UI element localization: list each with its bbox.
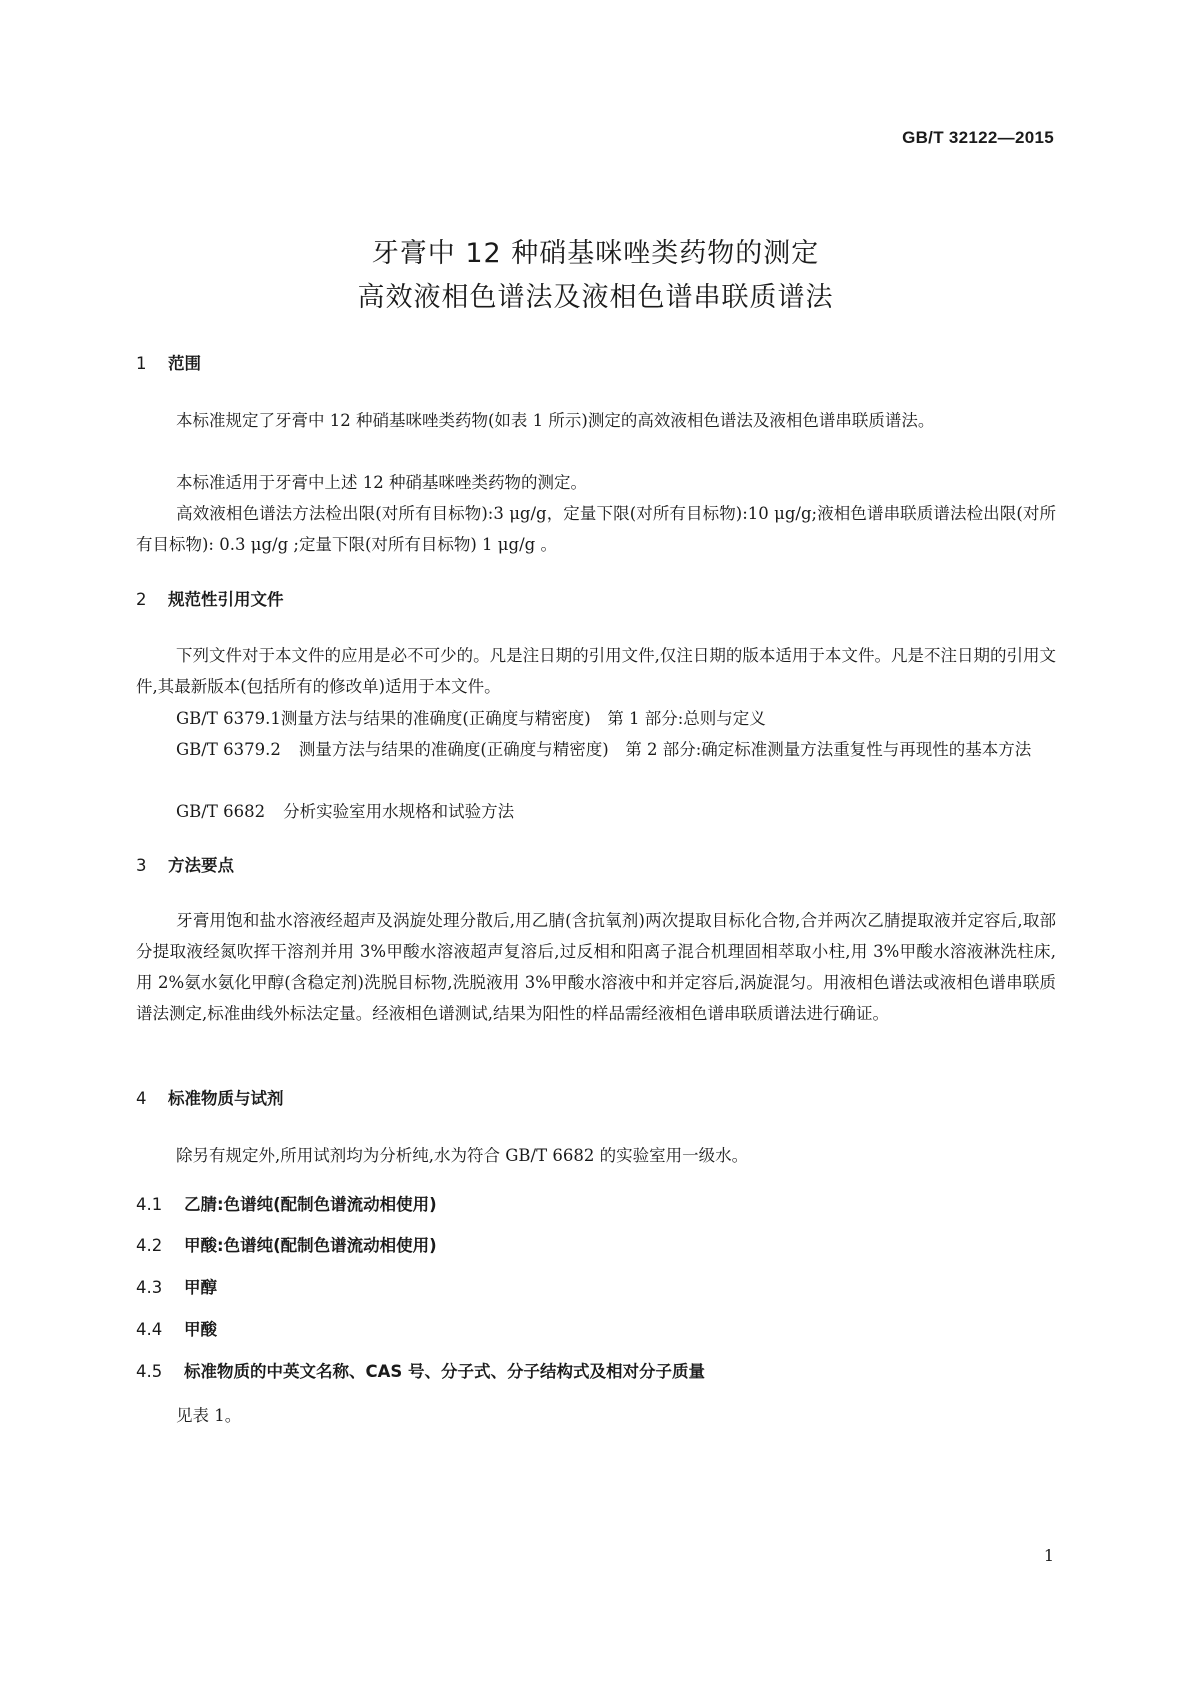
section-3-heading [136, 852, 234, 876]
section-3-paragraph-1: 牙膏用饱和盐水溶液经超声及涡旋处理分散后,用乙腈(含抗氧剂)两次提取目标化合物,合并两次乙腈提取液并定容后,取部分提取液经氮吹挥干溶剂并用 3%甲酸水溶液超声复溶后,过反相和阳离子混合机理固相萃取小柱,用 3%甲酸水溶液淋洗柱床,用 2%氨水氨化甲醇(含稳定剂)洗脱目标物,洗脱液用 3%甲酸水溶液中和并定容后,涡旋混匀。用液相色谱法或液相色谱串联质谱法测定,标准曲线外标法定量。经液相色谱测试,结果为阳性的样品需经液相色谱串联质谱法进行确证。 [136, 911, 1056, 1023]
subsection-4-4-heading: 4.4 甲酸 [136, 1320, 217, 1339]
section-2-heading [136, 586, 284, 610]
see-table-note: 见表 1。 [176, 1406, 242, 1425]
subsection-4-5-heading: 4.5 标准物质的中英文名称、CAS 号、分子式、分子结构式及相对分子质量 [136, 1362, 706, 1381]
section-1-paragraph-2: 本标准适用于牙膏中上述 12 种硝基咪唑类药物的测定。 [176, 473, 587, 492]
document-title-line2: 高效液相色谱法及液相色谱串联质谱法 [357, 282, 834, 313]
reference-item: GB/T 6379.1测量方法与结果的准确度(正确度与精密度) 第 1 部分:总则与定义 [176, 709, 766, 728]
section-number: 3 [136, 856, 147, 875]
document-title-line1: 牙膏中 12 种硝基咪唑类药物的测定 [371, 238, 820, 269]
standard-code: GB/T 32122—2015 [902, 128, 1054, 147]
section-1-paragraph-3: 高效液相色谱法方法检出限(对所有目标物):3 μg/g，定量下限(对所有目标物):10 μg/g;液相色谱串联质谱法检出限(对所有目标物): 0.3 μg/g ;定量下限(对所有目标物) 1 μg/g 。 [136, 504, 1056, 554]
reference-item: GB/T 6379.2 测量方法与结果的准确度(正确度与精密度) 第 2 部分:确定标准测量方法重复性与再现性的基本方法 [176, 740, 1032, 759]
section-title: 规范性引用文件 [168, 590, 284, 609]
section-number: 1 [136, 354, 147, 373]
subsection-4-2-heading: 4.2 甲酸:色谱纯(配制色谱流动相使用) [136, 1236, 437, 1255]
section-1-heading [136, 350, 201, 374]
section-1-paragraph-1: 本标准规定了牙膏中 12 种硝基咪唑类药物(如表 1 所示)测定的高效液相色谱法及液相色谱串联质谱法。 [176, 411, 935, 430]
section-number: 4 [136, 1089, 147, 1108]
section-title: 方法要点 [168, 856, 234, 875]
section-title: 范围 [168, 354, 201, 373]
section-title: 标准物质与试剂 [168, 1089, 284, 1108]
subsection-4-3-heading: 4.3 甲醇 [136, 1278, 217, 1297]
reference-item: GB/T 6682 分析实验室用水规格和试验方法 [176, 802, 515, 821]
page-number: 1 [1043, 1546, 1054, 1565]
section-4-paragraph-1: 除另有规定外,所用试剂均为分析纯,水为符合 GB/T 6682 的实验室用一级水。 [176, 1146, 749, 1165]
section-2-paragraph-1: 下列文件对于本文件的应用是必不可少的。凡是注日期的引用文件,仅注日期的版本适用于本文件。凡是不注日期的引用文件,其最新版本(包括所有的修改单)适用于本文件。 [136, 646, 1056, 696]
section-4-heading [136, 1085, 284, 1109]
section-number: 2 [136, 590, 147, 609]
subsection-4-1-heading: 4.1 乙腈:色谱纯(配制色谱流动相使用) [136, 1195, 437, 1214]
